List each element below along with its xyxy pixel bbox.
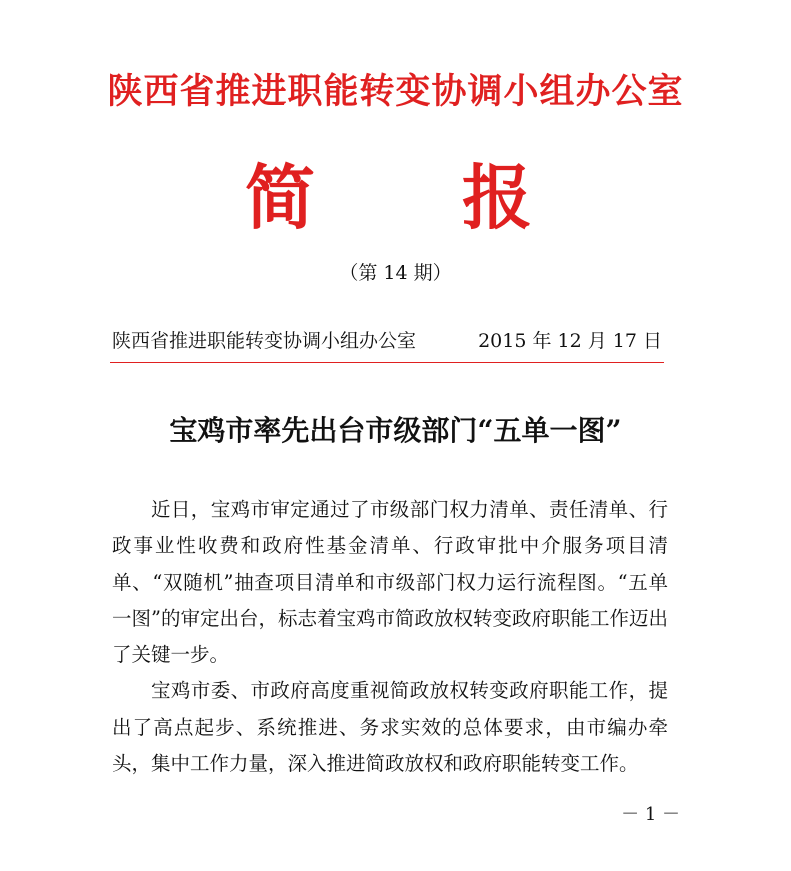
article-paragraph: 近日，宝鸡市审定通过了市级部门权力清单、责任清单、行政事业性收费和政府性基金清单、行政审批中介服务项目清单、“双随机”抽查项目清单和市级部门权力运行流程图。“五单一图”的审定出台，标志着宝鸡市简政放权转变政府职能工作迈出了关键一步。 bbox=[112, 498, 668, 667]
page-number: － 1 － bbox=[621, 804, 680, 825]
article-paragraph: 宝鸡市委、市政府高度重视简政放权转变政府职能工作，提出了高点起步、系统推进、务求实效的总体要求，由市编办牵头，集中工作力量，深入推进简政放权和政府职能转变工作。 bbox=[112, 679, 668, 776]
header-divider bbox=[110, 362, 664, 363]
meta-row bbox=[112, 327, 662, 355]
article-body bbox=[112, 492, 668, 782]
article-title: 宝鸡市率先出台市级部门“五单一图” bbox=[169, 414, 622, 447]
issuing-organization-header: 陕西省推进职能转变协调小组办公室 bbox=[107, 71, 684, 112]
issue-number: （第 14 期） bbox=[339, 262, 452, 284]
meta-date: 2015 年 12 月 17 日 bbox=[478, 330, 662, 352]
bulletin-title-char-2: 报 bbox=[462, 156, 532, 239]
meta-issuer: 陕西省推进职能转变协调小组办公室 bbox=[112, 330, 417, 352]
bulletin-title bbox=[0, 158, 791, 238]
bulletin-title-char-1: 简 bbox=[245, 156, 315, 239]
